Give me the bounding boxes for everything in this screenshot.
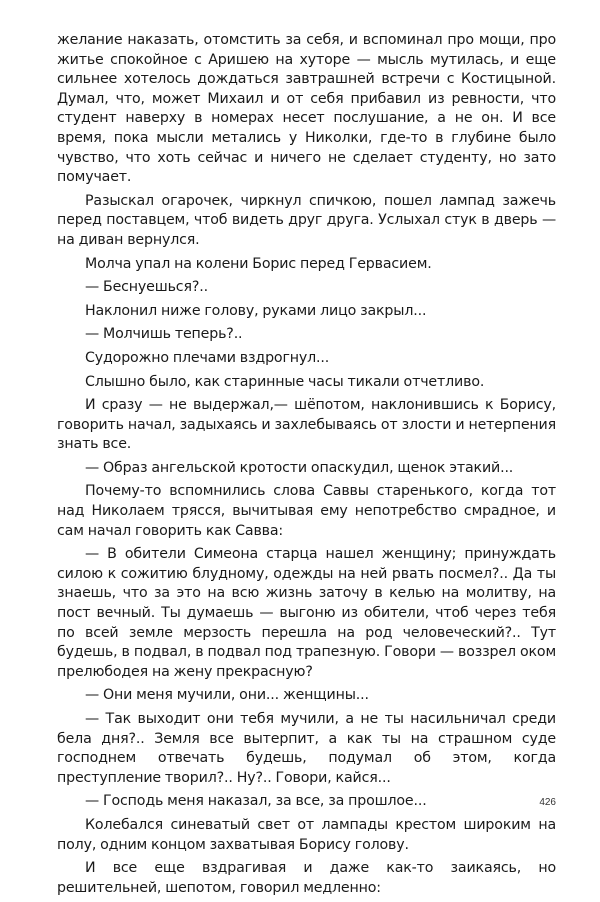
page-body [57, 31, 556, 902]
paragraph: И сразу — не выдержал,— шёпотом, наклонившись к Борису, говорить начал, задыхаясь и захлебываясь от злости и нетерпения знать все. [57, 397, 556, 453]
paragraph: Судорожно плечами вздрогнул... [85, 349, 330, 366]
paragraph: желание наказать, отомстить за себя, и вспоминал про мощи, про житье спокойное с Аришею на хуторе — мысль мутилась, и еще сильнее хотелось дождаться завтрашней встречи с Костицыной. Думал, что, может Михаил и от себя прибавил из ревности, что студент наверху в номерах несет послушание, а не он. И все время, пока мысли метались у Николки, где-то в глубине было чувство, что хоть сейчас и ничего не сделает студенту, но зато помучает. [57, 32, 556, 186]
paragraph: Разыскал огарочек, чиркнул спичкою, пошел лампад зажечь перед поставцем, чтоб видеть друг друга. Услыхал стук в дверь — на диван вернулся. [57, 192, 556, 248]
paragraph: — Господь меня наказал, за все, за прошлое... [85, 793, 427, 810]
paragraph: — Образ ангельской кротости опаскудил, щенок этакий... [85, 459, 514, 476]
paragraph: — В обители Симеона старца нашел женщину; принуждать силою к сожитию блудному, одежды на ней рвать посмел?.. Да ты знаешь, что за это на всю жизнь заточу в келью на молитву, на пост вечный. Ты думаешь — выгоню из обители, чтоб через тебя по всей земле мерзость перешла на род человеческий?.. Тут будешь, в подвал, в подвал под трапезную. Говори — воззрел оком прелюбодея на жену прекрасную? [57, 546, 556, 680]
paragraph: Молча упал на колени Борис перед Гервасием. [85, 255, 432, 272]
paragraph: — Так выходит они тебя мучили, а не ты насильничал среди бела дня?.. Земля все вытерпит, а как ты на страшном суде господнем отвечать будешь, подумал об этом, когда преступление творил?.. Ну?.. Говори, кайся... [57, 711, 556, 786]
paragraph: Колебался синеватый свет от лампады крестом широким на полу, одним концом захватывая Борису голову. [57, 816, 556, 853]
paragraph: Слышно было, как старинные часы тикали отчетливо. [85, 373, 485, 390]
paragraph: Почему-то вспомнились слова Саввы старенького, когда тот над Николаем трясся, вычитывая ему непотребство смрадное, и сам начал говорить как Савва: [57, 483, 556, 539]
paragraph: — Они меня мучили, они... женщины... [85, 687, 369, 704]
paragraph: Наклонил ниже голову, руками лицо закрыл... [85, 302, 427, 319]
paragraph: — Беснуешься?.. [85, 279, 208, 296]
paragraph: — Молчишь теперь?.. [85, 326, 243, 343]
page-number: 426 [539, 797, 556, 808]
paragraph: И все еще вздрагивая и даже как-то заикаясь, но решительней, шепотом, говорил медленно: [57, 860, 556, 896]
